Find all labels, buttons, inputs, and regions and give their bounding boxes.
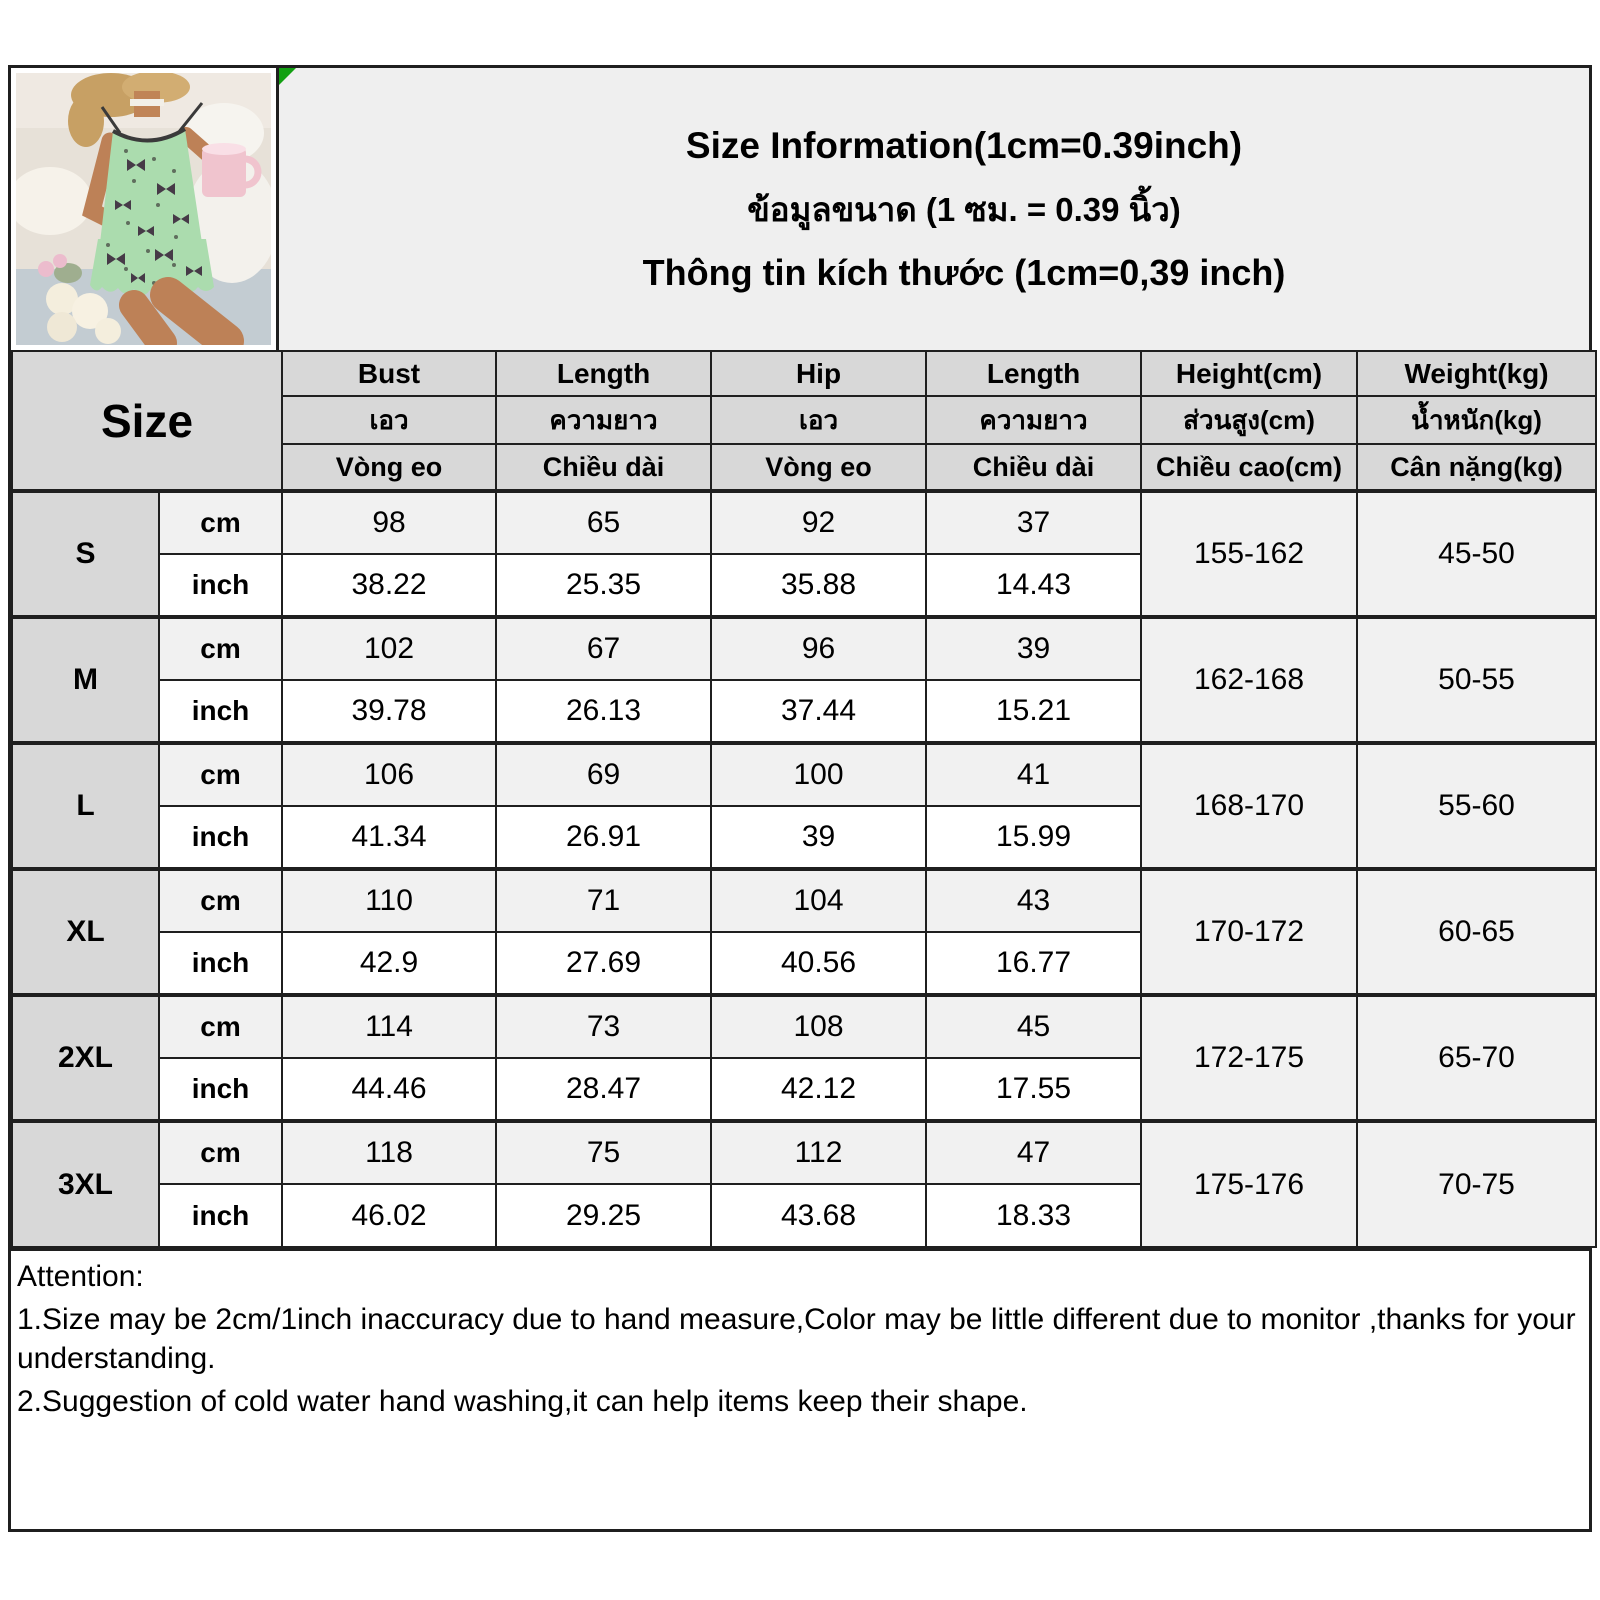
header-length2-th: ความยาว — [926, 396, 1141, 444]
unit-cell: inch — [159, 806, 282, 869]
value-cell: 114 — [282, 995, 496, 1058]
unit-cell: cm — [159, 995, 282, 1058]
table-row — [12, 995, 1596, 1058]
value-cell: 108 — [711, 995, 926, 1058]
weight-range-cell: 65-70 — [1357, 995, 1596, 1121]
value-cell: 75 — [496, 1121, 711, 1184]
cell-corner-marker-icon — [279, 68, 296, 85]
value-cell: 28.47 — [496, 1058, 711, 1121]
size-chart-sheet — [8, 65, 1592, 1532]
header-length1-vi: Chiều dài — [496, 444, 711, 491]
value-cell: 18.33 — [926, 1184, 1141, 1247]
header-bust-vi: Vòng eo — [282, 444, 496, 491]
value-cell: 15.99 — [926, 806, 1141, 869]
value-cell: 40.56 — [711, 932, 926, 995]
value-cell: 27.69 — [496, 932, 711, 995]
value-cell: 42.9 — [282, 932, 496, 995]
header-hip-vi: Vòng eo — [711, 444, 926, 491]
attention-line-2: 2.Suggestion of cold water hand washing,it can help items keep their shape. — [17, 1385, 1028, 1418]
value-cell: 110 — [282, 869, 496, 932]
value-cell: 106 — [282, 743, 496, 806]
height-range-cell: 172-175 — [1141, 995, 1357, 1121]
value-cell: 67 — [496, 617, 711, 680]
value-cell: 42.12 — [711, 1058, 926, 1121]
header-length1-en: Length — [496, 351, 711, 396]
header-weight-en: Weight(kg) — [1357, 351, 1596, 396]
unit-cell: cm — [159, 491, 282, 554]
value-cell: 16.77 — [926, 932, 1141, 995]
value-cell: 92 — [711, 491, 926, 554]
value-cell: 26.91 — [496, 806, 711, 869]
title-thai: ข้อมูลขนาด (1 ซม. = 0.39 นิ้ว) — [747, 190, 1181, 228]
height-range-cell: 170-172 — [1141, 869, 1357, 995]
size-label-3xl: 3XL — [12, 1121, 159, 1247]
value-cell: 112 — [711, 1121, 926, 1184]
value-cell: 39 — [711, 806, 926, 869]
header-hip-en: Hip — [711, 351, 926, 396]
value-cell: 104 — [711, 869, 926, 932]
value-cell: 65 — [496, 491, 711, 554]
value-cell: 44.46 — [282, 1058, 496, 1121]
value-cell: 98 — [282, 491, 496, 554]
value-cell: 29.25 — [496, 1184, 711, 1247]
title-cell — [279, 68, 1589, 350]
value-cell: 102 — [282, 617, 496, 680]
value-cell: 47 — [926, 1121, 1141, 1184]
value-cell: 15.21 — [926, 680, 1141, 743]
header-length2-vi: Chiều dài — [926, 444, 1141, 491]
weight-range-cell: 50-55 — [1357, 617, 1596, 743]
header-weight-th: น้ำหนัก(kg) — [1357, 396, 1596, 444]
size-table-header — [12, 351, 1596, 491]
value-cell: 37 — [926, 491, 1141, 554]
size-table — [11, 350, 1597, 1248]
size-label-m: M — [12, 617, 159, 743]
size-label-s: S — [12, 491, 159, 617]
header-height-vi: Chiều cao(cm) — [1141, 444, 1357, 491]
header-hip-th: เอว — [711, 396, 926, 444]
value-cell: 71 — [496, 869, 711, 932]
table-row — [12, 1121, 1596, 1184]
size-label-2xl: 2XL — [12, 995, 159, 1121]
header-weight-vi: Cân nặng(kg) — [1357, 444, 1596, 491]
value-cell: 39 — [926, 617, 1141, 680]
value-cell: 46.02 — [282, 1184, 496, 1247]
value-cell: 35.88 — [711, 554, 926, 617]
unit-cell: inch — [159, 932, 282, 995]
value-cell: 37.44 — [711, 680, 926, 743]
unit-cell: cm — [159, 869, 282, 932]
attention-notes — [11, 1248, 1589, 1529]
value-cell: 14.43 — [926, 554, 1141, 617]
height-range-cell: 168-170 — [1141, 743, 1357, 869]
value-cell: 118 — [282, 1121, 496, 1184]
value-cell: 41.34 — [282, 806, 496, 869]
value-cell: 17.55 — [926, 1058, 1141, 1121]
title-vietnamese: Thông tin kích thước (1cm=0,39 inch) — [642, 251, 1286, 293]
value-cell: 96 — [711, 617, 926, 680]
unit-cell: cm — [159, 743, 282, 806]
header-bust-th: เอว — [282, 396, 496, 444]
table-row — [12, 617, 1596, 680]
height-range-cell: 162-168 — [1141, 617, 1357, 743]
table-row — [12, 869, 1596, 932]
unit-cell: inch — [159, 680, 282, 743]
value-cell: 39.78 — [282, 680, 496, 743]
value-cell: 41 — [926, 743, 1141, 806]
value-cell: 69 — [496, 743, 711, 806]
product-photo — [16, 73, 271, 345]
unit-cell: inch — [159, 1058, 282, 1121]
header-height-en: Height(cm) — [1141, 351, 1357, 396]
header-height-th: ส่วนสูง(cm) — [1141, 396, 1357, 444]
value-cell: 38.22 — [282, 554, 496, 617]
value-cell: 43 — [926, 869, 1141, 932]
weight-range-cell: 55-60 — [1357, 743, 1596, 869]
value-cell: 25.35 — [496, 554, 711, 617]
height-range-cell: 175-176 — [1141, 1121, 1357, 1247]
size-label-xl: XL — [12, 869, 159, 995]
table-row — [12, 491, 1596, 554]
value-cell: 73 — [496, 995, 711, 1058]
size-label-l: L — [12, 743, 159, 869]
header-length1-th: ความยาว — [496, 396, 711, 444]
title-english: Size Information(1cm=0.39inch) — [685, 124, 1243, 166]
attention-heading: Attention: — [17, 1260, 144, 1293]
unit-cell: cm — [159, 617, 282, 680]
value-cell: 26.13 — [496, 680, 711, 743]
weight-range-cell: 70-75 — [1357, 1121, 1596, 1247]
product-photo-cell — [11, 68, 279, 350]
attention-line-1: 1.Size may be 2cm/1inch inaccuracy due to hand measure,Color may be little different due to monitor ,thanks for your understanding. — [17, 1303, 1576, 1375]
value-cell: 100 — [711, 743, 926, 806]
header-length2-en: Length — [926, 351, 1141, 396]
weight-range-cell: 60-65 — [1357, 869, 1596, 995]
table-row — [12, 743, 1596, 806]
unit-cell: cm — [159, 1121, 282, 1184]
value-cell: 43.68 — [711, 1184, 926, 1247]
weight-range-cell: 45-50 — [1357, 491, 1596, 617]
header-bust-en: Bust — [282, 351, 496, 396]
size-header: Size — [12, 351, 282, 491]
unit-cell: inch — [159, 1184, 282, 1247]
unit-cell: inch — [159, 554, 282, 617]
value-cell: 45 — [926, 995, 1141, 1058]
height-range-cell: 155-162 — [1141, 491, 1357, 617]
top-band — [11, 68, 1589, 350]
